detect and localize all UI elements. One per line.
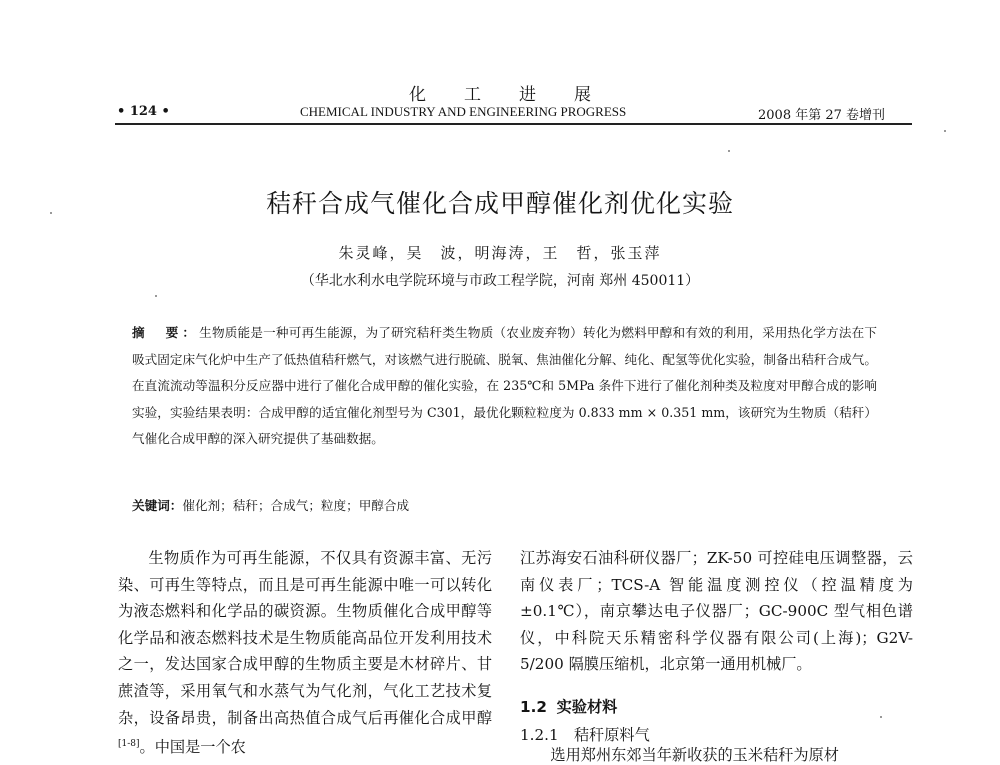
body-left-column [118, 545, 492, 761]
header-rule [115, 123, 912, 125]
journal-name-cn: 化工进展 [409, 85, 629, 105]
abstract-label: 摘 要： [132, 325, 200, 340]
section-number: 1.2 [520, 698, 547, 716]
left-column-text: 生物质作为可再生能源，不仅具有资源丰富、无污染、可再生等特点，而且是可再生能源中唯一可以转化为液态燃料和化学品的碳资源。生物质催化合成甲醇等化学品和液态燃料技术是生物质能高品位开发利用技术之一，发达国家合成甲醇的生物质主要是木材碎片、甘蔗渣等，采用氧气和水蒸气为气化剂，气化工艺技术复杂，设备昂贵，制备出高热值合成气后再催化合成甲醇 [118, 549, 492, 727]
keywords [132, 495, 409, 514]
journal-name-en: CHEMICAL INDUSTRY AND ENGINEERING PROGRESS [300, 104, 627, 119]
left-column-tail: 。中国是一个农 [139, 738, 246, 757]
scan-speck [728, 150, 730, 152]
scan-speck [50, 212, 52, 214]
continuation-text: 选用郑州东郊当年新收获的玉米秸秆为原材 [550, 746, 839, 764]
affiliation: （华北水利水电学院环境与市政工程学院，河南 郑州 450011） [300, 273, 700, 289]
article-title: 秸秆合成气催化合成甲醇催化剂优化实验 [265, 189, 734, 218]
abstract-text: 生物质能是一种可再生能源，为了研究秸秆类生物质（农业废弃物）转化为燃料甲醇和有效的利用，采用热化学方法在下吸式固定床气化炉中生产了低热值秸秆燃气，对该燃气进行脱硫、脱氧、焦油催化分解、纯化、配氢等优化实验，制备出秸秆合成气。在直流流动等温积分反应器中进行了催化合成甲醇的催化实验，在 235℃和 5MPa 条件下进行了催化剂种类及粒度对甲醇合成的影响实验，实验结果表明：合成甲醇的适宜催化剂型号为 C301，最优化颗粒粒度为 0.833 mm × 0.351 mm，该研究为生物质（秸秆）气催化合成甲醇的深入研究提供了基础数据。 [132, 325, 877, 446]
citation: [1-8] [118, 739, 140, 750]
scan-speck [944, 130, 946, 132]
page-number: • 124 • [117, 104, 170, 119]
scan-speck [155, 295, 157, 297]
body-right-column [520, 545, 913, 678]
subsection-heading: 1.2.1 秸秆原料气 [520, 726, 650, 744]
abstract [132, 320, 877, 453]
section-title: 实验材料 [556, 698, 618, 716]
scan-speck [880, 716, 882, 718]
keywords-text: 催化剂；秸秆；合成气；粒度；甲醇合成 [182, 498, 410, 513]
authors: 朱灵峰，吴 波，明海涛，王 哲，张玉萍 [338, 244, 662, 262]
right-column-text: 江苏海安石油科研仪器厂；ZK-50 可控硅电压调整器，云南仪表厂；TCS-A 智能温度测控仪（控温精度为±0.1℃），南京攀达电子仪器厂；GC-900C 型气相色谱仪，中科院天乐精密科学仪器有限公司(上海)；G2V-5/200 隔膜压缩机，北京第一通用机械厂。 [520, 549, 913, 674]
keywords-label: 关键词： [132, 498, 183, 513]
issue-info: 2008 年第 27 卷增刊 [758, 108, 886, 123]
section-heading [520, 696, 617, 717]
